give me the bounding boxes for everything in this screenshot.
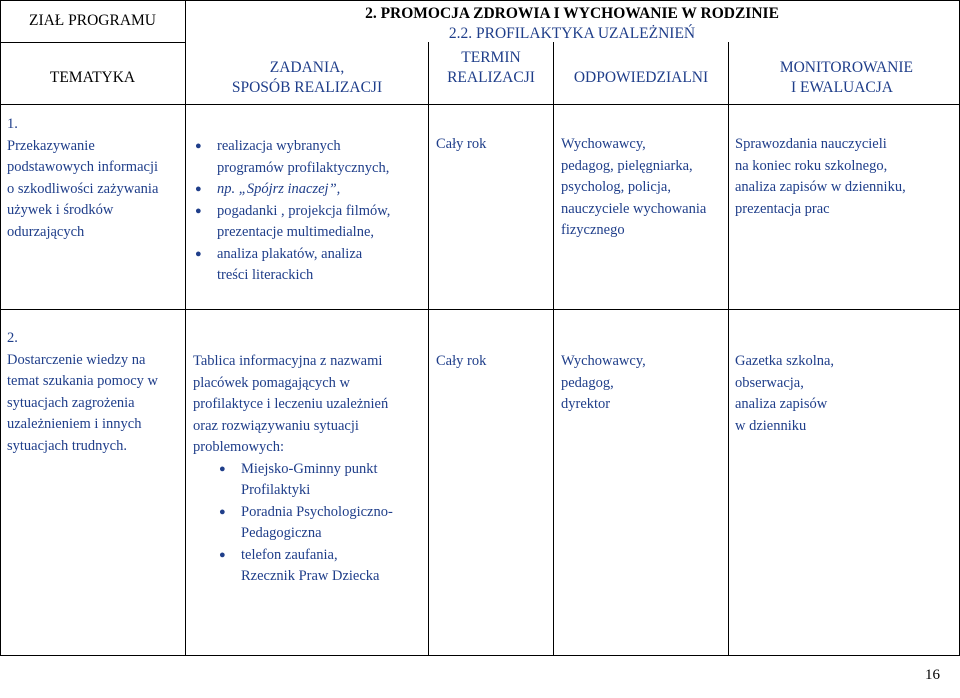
row-divider — [0, 309, 960, 310]
header-bottom-line — [0, 104, 960, 105]
header-odpowiedzialni: ODPOWIEDZIALNI — [573, 69, 709, 86]
row2-zadania: Tablica informacyjna z nazwami placówek pomagających w profilaktyce i leczeniu uzależnień oraz rozwiązywaniu sytuacji problemowych: ● Miejsko-Gminny punkt Profilaktyki ● Poradnia Psychologiczno- Pedagogiczna ● telefon zaufania, Rzecznik Praw Dziecka — [193, 351, 425, 588]
table-border-bottom — [0, 655, 960, 656]
col-line-1 — [185, 0, 186, 656]
row2-zadania-list — [217, 459, 425, 588]
col-line-3 — [553, 42, 554, 656]
row2-monitorowanie: Gazetka szkolna, obserwacja, analiza zapisów w dzienniku — [735, 353, 835, 434]
header-termin: TERMIN REALIZACJI — [447, 49, 535, 86]
header-program-section: ZIAŁ PROGRAMU — [28, 12, 157, 29]
list-item: ● np. „Spójrz inaczej”, — [193, 179, 425, 201]
row1-termin: Cały rok — [436, 136, 487, 152]
col-line-2 — [428, 42, 429, 656]
section-subtitle: 2.2. PROFILAKTYKA UZALEŻNIEŃ — [448, 25, 696, 42]
header-tematyka: TEMATYKA — [49, 69, 136, 86]
row1-tematyka: 1. Przekazywanie podstawowych informacji o szkodliwości zażywania używek i środków odurzających — [7, 116, 159, 240]
row2-termin: Cały rok — [436, 353, 487, 369]
list-item: ● realizacja wybranych programów profilaktycznych, — [193, 136, 425, 179]
row2-tematyka: 2. Dostarczenie wiedzy na temat szukania pomocy w sytuacjach zagrożenia uzależnieniem i innych sytuacjach trudnych. — [7, 330, 158, 454]
section-title: 2. PROMOCJA ZDROWIA I WYCHOWANIE W RODZINIE — [365, 5, 779, 22]
col-line-0 — [0, 0, 1, 656]
list-item: ● Miejsko-Gminny punkt Profilaktyki — [217, 459, 425, 502]
row2-odpowiedzialni: Wychowawcy, pedagog, dyrektor — [561, 353, 646, 412]
header-divider-left — [0, 42, 185, 43]
list-item: ● analiza plakatów, analiza treści literackich — [193, 244, 425, 287]
row1-zadania-list — [193, 136, 425, 287]
header-monitorowanie: MONITOROWANIE I EWALUACJA — [779, 59, 913, 96]
table-border-top — [0, 0, 960, 1]
row1-odpowiedzialni: Wychowawcy, pedagog, pielęgniarka, psycholog, policja, nauczyciele wychowania fizycznego — [561, 136, 707, 238]
list-item: ● pogadanki , projekcja filmów, prezentacje multimedialne, — [193, 201, 425, 244]
header-zadania: ZADANIA, SPOSÓB REALIZACJI — [231, 59, 383, 96]
page-number: 16 — [925, 667, 940, 683]
list-item: ● Poradnia Psychologiczno- Pedagogiczna — [217, 502, 425, 545]
col-line-4 — [728, 42, 729, 656]
list-item: ● telefon zaufania, Rzecznik Praw Dziecka — [217, 545, 425, 588]
row1-monitorowanie: Sprawozdania nauczycieli na koniec roku szkolnego, analiza zapisów w dzienniku, prezentacja prac — [735, 136, 906, 217]
